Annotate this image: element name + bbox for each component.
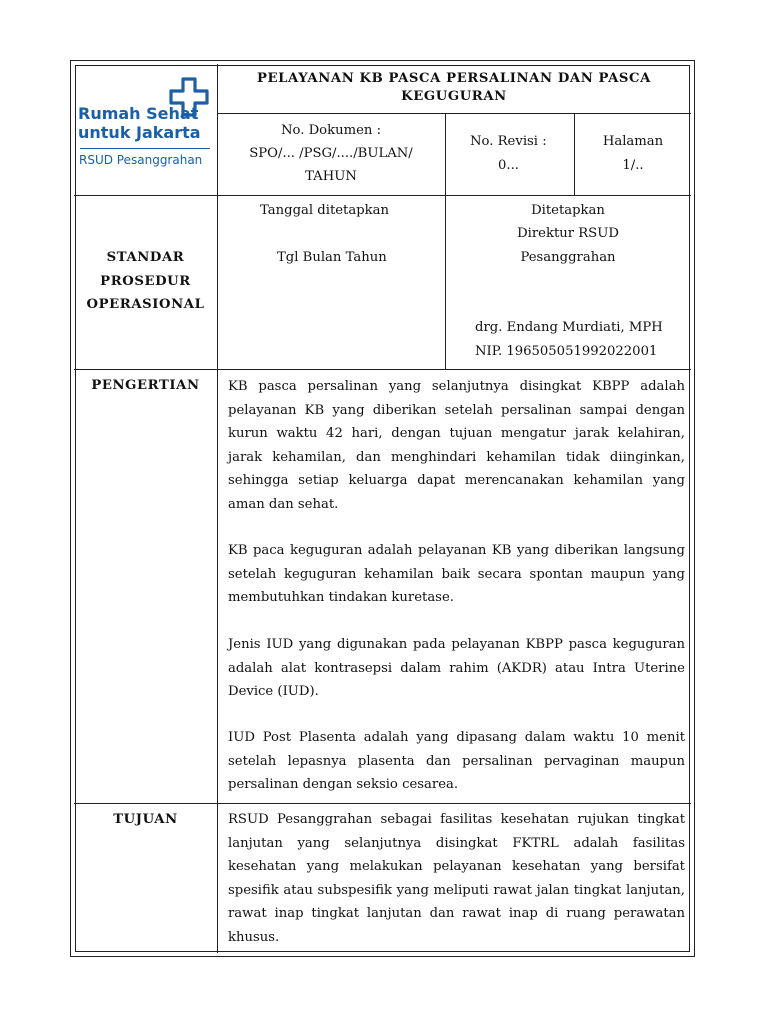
pengertian-paragraph-2: KB paca keguguran adalah pelayanan KB yang diberikan langsung setelah keguguran kehamilan baik secara spontan maupun yang membutuhkan tindakan kuretase. <box>228 543 685 605</box>
divider <box>74 195 691 196</box>
date-set-label: Tanggal ditetapkan <box>260 203 389 218</box>
section-label-pengertian: PENGERTIAN <box>91 378 200 393</box>
revision-label: No. Revisi : <box>470 134 547 149</box>
divider <box>445 113 446 369</box>
spo-label-2: PROSEDUR <box>100 274 191 289</box>
date-set-value: Tgl Bulan Tahun <box>277 250 387 265</box>
page-label: Halaman <box>602 134 664 149</box>
divider <box>74 803 691 804</box>
divider <box>217 64 218 953</box>
pengertian-paragraph-1: KB pasca persalinan yang selanjutnya disingkat KBPP adalah pelayanan KB yang diberikan setelah persalinan sampai dengan kurun waktu 42 hari, dengan tujuan mengatur jarak kelahiran, jarak kehamilan, dan menghindari kehamilan tidak diinginkan, sehingga setiap keluarga dapat merencanakan kehamilan yang aman dan sehat. <box>228 379 685 512</box>
document-title-line-1: PELAYANAN KB PASCA PERSALINAN DAN PASCA <box>257 71 651 86</box>
logo-divider <box>80 148 210 149</box>
spo-label-3: OPERASIONAL <box>86 297 205 312</box>
spo-label-1: STANDAR <box>106 250 185 265</box>
logo-line-2: untuk Jakarta <box>78 123 201 142</box>
divider <box>574 113 575 195</box>
approval-line-3: Pesanggrahan <box>520 250 616 265</box>
revision-value: 0... <box>498 158 519 173</box>
signer-name: drg. Endang Murdiati, MPH <box>475 320 663 335</box>
divider <box>217 113 691 114</box>
approval-line-1: Ditetapkan <box>531 203 605 218</box>
doc-number-value-1: SPO/... /PSG/..../BULAN/ <box>249 146 413 161</box>
logo-subtitle: RSUD Pesanggrahan <box>79 153 203 167</box>
divider <box>74 369 691 370</box>
tujuan-paragraph-1: RSUD Pesanggrahan sebagai fasilitas kesehatan rujukan tingkat lanjutan yang selanjutnya disingkat FKTRL adalah fasilitas kesehatan yang melakukan pelayanan kesehatan yang bersifat spesifik atau subspesifik yang meliputi rawat jalan tingkat lanjutan, rawat inap tingkat lanjutan dan rawat inap di ruang perawatan khusus. <box>228 812 685 945</box>
signer-nip: NIP. 196505051992022001 <box>475 344 658 359</box>
doc-number-label: No. Dokumen : <box>280 123 382 138</box>
doc-number-value-2: TAHUN <box>305 169 357 184</box>
document-title-line-2: KEGUGURAN <box>401 89 507 104</box>
logo-line-1: Rumah Sehat <box>78 104 199 123</box>
approval-line-2: Direktur RSUD <box>517 226 619 241</box>
pengertian-paragraph-4: IUD Post Plasenta adalah yang dipasang dalam waktu 10 menit setelah lepasnya plasenta dan persalinan pervaginan maupun persalinan dengan seksio cesarea. <box>228 730 685 792</box>
pengertian-paragraph-3: Jenis IUD yang digunakan pada pelayanan KBPP pasca keguguran adalah alat kontrasepsi dalam rahim (AKDR) atau Intra Uterine Device (IUD). <box>228 637 685 699</box>
section-label-tujuan: TUJUAN <box>113 812 178 827</box>
page-value: 1/.. <box>622 158 644 173</box>
